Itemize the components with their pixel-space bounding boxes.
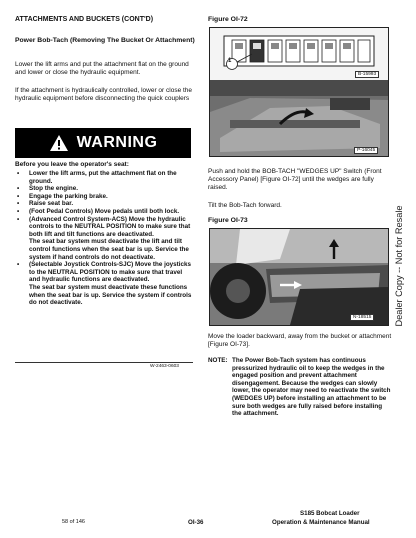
loader-bucket-photo — [210, 229, 388, 325]
figure-id: P-16045 — [354, 147, 378, 154]
list-item-text: (Foot Pedal Controls) Move pedals until both lock. — [29, 207, 180, 215]
warning-title: WARNING — [76, 134, 158, 151]
list-item — [15, 216, 193, 262]
list-item — [15, 208, 193, 216]
paragraph: Tilt the Bob-Tach forward. — [208, 202, 282, 209]
section-heading: ATTACHMENTS AND BUCKETS (CONT'D) — [15, 16, 154, 23]
paragraph: Lower the lift arms and put the attachment flat on the ground and lower or close the hydraulic equipment. — [15, 61, 189, 76]
figure-id: N-18515 — [350, 314, 374, 321]
paragraph: Move the loader backward, away from the bucket or attachment [Figure OI-73]. — [208, 333, 392, 348]
list-item — [15, 170, 193, 185]
bullet-icon: • — [17, 185, 20, 193]
sub-heading: Power Bob-Tach (Removing The Bucket Or Attachment) — [15, 37, 195, 44]
paragraph: Push and hold the BOB-TACH "WEDGES UP" Switch (Front Accessory Panel) [Figure OI-72] until the wedges are fully raised. — [208, 168, 382, 191]
bullet-icon: • — [17, 215, 20, 223]
list-item — [15, 261, 193, 307]
list-item-text: Raise seat bar. — [29, 200, 74, 208]
callout-number: 1 — [228, 58, 232, 64]
bullet-icon: • — [17, 261, 20, 269]
bullet-icon: • — [17, 170, 20, 177]
paragraph: If the attachment is hydraulically controlled, lower or close the hydraulic equipment before disconnecting the quick couplers — [15, 87, 193, 102]
warning-list — [15, 170, 193, 307]
list-item-text: Lower the lift arms, put the attachment flat on the ground. — [29, 170, 177, 185]
list-item-text: (Advanced Control System-ACS) Move the hydraulic controls to the NEUTRAL POSITION to make sure that both lift and tilt functions are deactivated. — [29, 215, 191, 238]
bullet-icon: • — [17, 207, 20, 215]
bullet-icon: • — [17, 200, 20, 208]
warning-code: W-2463-0603 — [150, 364, 179, 369]
warning-intro: Before you leave the operator's seat: — [15, 161, 129, 168]
list-item-text: Engage the parking brake. — [29, 192, 108, 200]
bullet-icon: • — [17, 192, 20, 200]
figure-id: B-15993 — [355, 71, 379, 78]
list-item-note: The seat bar system must deactivate these functions when the seat bar is up. Service the system if controls do not deactivate. — [29, 283, 192, 307]
list-item — [15, 193, 193, 201]
figure-caption: Figure OI-73 — [208, 217, 248, 224]
note-text: The Power Bob-Tach system has continuous pressurized hydraulic oil to keep the wedges in the engaged position and prevent attachment disengagement. Because the wedges can slowly lower, the operator may need to reactivate the switch (WEDGES UP) before installing an attachment to be sure both wedges are fully raised before installing the attachment. — [232, 357, 391, 418]
list-item-text: Stop the engine. — [29, 185, 78, 193]
footer-page-id: OI-36 — [188, 519, 204, 526]
dealer-copy-text: Dealer Copy -- Not for Resale — [394, 205, 404, 327]
list-item — [15, 200, 193, 208]
list-item — [15, 185, 193, 193]
list-item-note: The seat bar system must deactivate the lift and tilt control functions when the seat bar is up. Service the system if hand controls do not deactivate. — [29, 238, 189, 261]
dealer-copy-notice — [394, 196, 404, 336]
note-block — [208, 357, 392, 418]
divider — [15, 362, 193, 363]
footer-manual: Operation & Maintenance Manual — [272, 519, 370, 526]
figure-caption: Figure OI-72 — [208, 16, 248, 23]
warning-triangle-icon — [49, 134, 69, 152]
list-item-text: (Selectable Joystick Controls-SJC) Move the joysticks to the NEUTRAL POSITION to make sure that travel and hydraulic functions are deactivated. — [29, 261, 192, 284]
footer-model: S185 Bobcat Loader — [300, 510, 360, 517]
warning-banner — [15, 128, 191, 158]
figure-switch-panel — [209, 27, 389, 157]
figure-loader-photo — [209, 228, 389, 326]
note-label: NOTE: — [208, 357, 228, 364]
switch-panel-illustration — [210, 28, 388, 156]
footer-page-count: 58 of 146 — [62, 519, 85, 525]
